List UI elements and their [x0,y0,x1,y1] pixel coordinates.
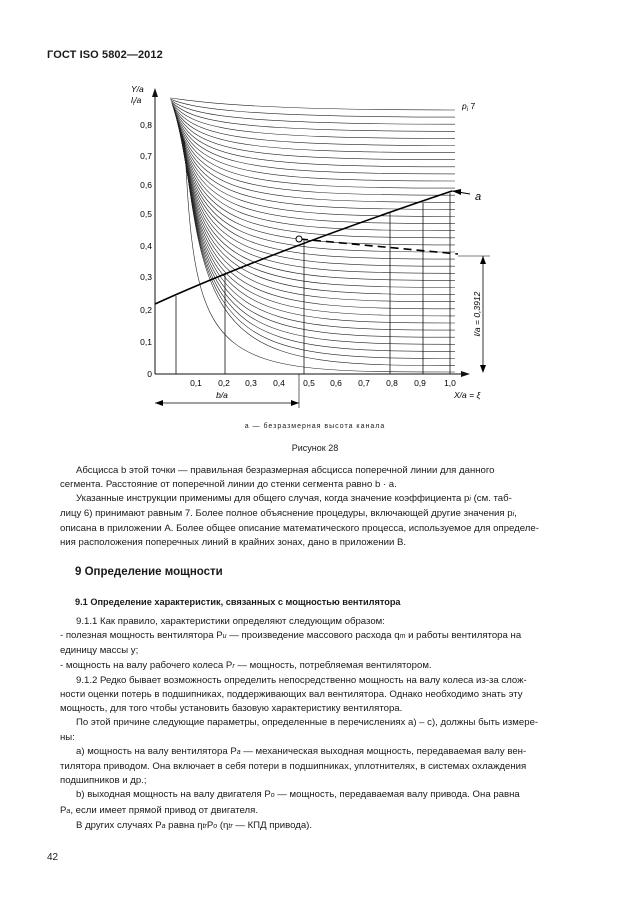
figure-caption: Рисунок 28 [291,443,339,453]
fan-curve [184,139,455,352]
x-tick-0-6: 0,6 [330,378,342,388]
b-label: b/a [216,390,228,400]
x-tick-0-8: 0,8 [386,378,398,388]
y-tick-0-4: 0,4 [140,241,152,251]
figure-legend: а — безразмерная высота канала [244,423,386,430]
y-tick-0-6: 0,6 [140,180,152,190]
y-axis-arrow [152,88,158,97]
section-body: 9.1.1 Как правило, характеристики определяют следующим образом: - полезная мощность вентилятора Pu — произведение массового расхода qm и работы вентилятора на единицу массы у; - мощность на валу рабочего колеса Pr — мощность, потребляемая вентилятором. 9.1.2 Редко бывает возможность определить непосредственно мощность на валу колеса из-за слож- ности оценки потерь в подшипниках, поддерживающих вал вентилятора. Однако необходимо знать эту мощность, для того чтобы установить базовую характеристику вентилятора. По этой причине следующие параметры, определенные в перечислениях а) – с), должны быть измере- ны: а) мощность на валу вентилятора Pa — механическая выходная мощность, передаваемая валу вен- тилятора приводом. Она включает в себя потери в подшипниках, уплотнителях, в системах охлаждения подшипников и др.; b) выходная мощность на валу двигателя Po — мощность, передаваемая валу привода. Она равна Pa, если имеет прямой привод от двигателя. В других случаях Pa равна ηtrPo (ηtr — КПД привода). [60,616,539,831]
paragraph-abscissa: Абсцисса b этой точки — правильная безразмерная абсцисса поперечной линии для данного сегмента. Расстояние от поперечной линии до стенки сегмента равно b · a. [60,465,495,490]
y-axis-label-bottom: $l_i/a$ [131,95,142,107]
y-tick-0-2: 0,2 [140,305,152,315]
dashed-line [300,239,458,254]
fan-curve [178,121,455,245]
b-dim-arrow-left [155,400,163,406]
curve-a-arrow [452,189,461,195]
fan-curve [171,100,455,124]
paragraph-instructions: Указанные инструкции применимы для общего случая, когда значение коэффициента pi (см. таб- лицу 6) принимают равным 7. Более полное объяснение процедуры, включающей другие значения pi, описана в приложении А. Более общее описание математического процесса, используемое для определе- ния расположения поперечных линий в крайних зонах, дано в приложении В. [60,493,539,548]
intersection-point [296,236,302,242]
curve-a-label: a [475,191,482,203]
page-number: 42 [47,852,59,863]
y-axis-label-top: Y/a [131,84,144,94]
section-title: 9 Определение мощности [75,566,223,578]
figure-28-chart [0,0,630,430]
fan-curve [171,102,455,132]
y-tick-0-8: 0,8 [140,120,152,130]
curve-family [170,98,455,372]
y-tick-0: 0 [147,369,152,379]
p-label: $p_i$ 7 [462,101,476,113]
x-tick-0-4: 0,4 [273,378,285,388]
dim-arrow-top [480,256,486,264]
x-tick-1-0: 1,0 [444,378,456,388]
y-tick-0-7: 0,7 [140,151,152,161]
fan-curve [173,108,455,167]
x-tick-0-1: 0,1 [190,378,202,388]
x-tick-0-3: 0,3 [245,378,257,388]
fan-curve [178,122,455,252]
y-tick-0-1: 0,1 [140,337,152,347]
x-axis-arrow [461,371,470,377]
fan-curve [182,133,455,316]
y-tick-0-3: 0,3 [140,272,152,282]
fan-curve [173,106,455,159]
fan-curve [170,98,455,110]
x-tick-0-9: 0,9 [414,378,426,388]
fan-curve [180,129,455,294]
fan-curve [176,117,455,223]
fan-curve [177,118,455,230]
dim-arrow-bottom [480,365,486,373]
x-tick-0-2: 0,2 [218,378,230,388]
x-tick-0-5: 0,5 [303,378,315,388]
x-axis-label: X/a = ξ [454,390,481,400]
fan-curve [172,104,455,146]
subsection-title: 9.1 Определение характеристик, связанных с мощностью вентилятора [75,597,401,607]
x-tick-0-7: 0,7 [358,378,370,388]
document-code: ГОСТ ISO 5802—2012 [47,49,163,61]
dimension-label: l/a = 0,3912 [472,291,482,337]
y-tick-0-5: 0,5 [140,209,152,219]
b-dim-arrow-right [291,400,299,406]
